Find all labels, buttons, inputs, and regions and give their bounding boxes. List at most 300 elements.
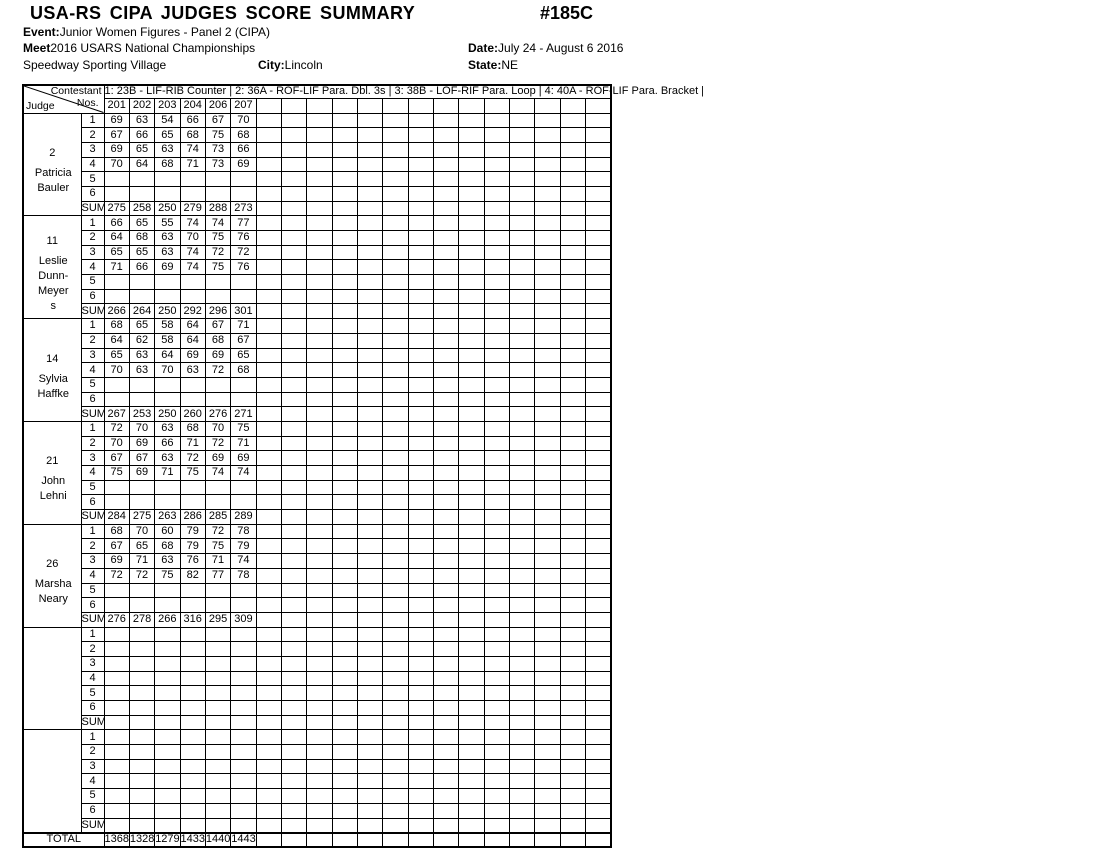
score-cell: 67 <box>129 451 154 466</box>
total-cell: 1443 <box>231 833 256 846</box>
sum-cell <box>408 304 433 319</box>
score-cell <box>357 759 382 774</box>
score-cell <box>307 451 332 466</box>
score-cell <box>433 730 458 745</box>
sum-cell <box>459 818 484 833</box>
score-cell <box>357 142 382 157</box>
score-cell <box>459 568 484 583</box>
score-cell <box>510 231 535 246</box>
sum-cell <box>560 304 585 319</box>
score-cell <box>205 186 230 201</box>
score-cell <box>307 216 332 231</box>
score-cell <box>332 745 357 760</box>
total-cell <box>256 833 281 847</box>
score-cell <box>535 789 560 804</box>
sum-cell <box>383 612 408 627</box>
sum-cell <box>484 818 509 833</box>
score-cell <box>459 803 484 818</box>
score-cell <box>383 745 408 760</box>
score-row <box>23 656 611 671</box>
score-cell: 65 <box>129 319 154 334</box>
score-cell <box>205 774 230 789</box>
score-row <box>23 627 611 642</box>
score-cell <box>484 451 509 466</box>
score-cell <box>205 377 230 392</box>
score-row <box>23 128 611 143</box>
score-row <box>23 363 611 378</box>
score-cell <box>357 656 382 671</box>
score-cell <box>256 598 281 613</box>
score-cell <box>560 363 585 378</box>
score-cell: 58 <box>155 319 180 334</box>
score-cell: 71 <box>104 260 129 275</box>
score-cell <box>459 319 484 334</box>
total-cell: 1368 <box>104 833 129 846</box>
score-cell <box>307 392 332 407</box>
score-cell <box>281 803 306 818</box>
score-cell <box>560 583 585 598</box>
score-cell <box>307 803 332 818</box>
score-cell <box>484 377 509 392</box>
sum-cell <box>307 201 332 216</box>
score-cell <box>510 627 535 642</box>
sum-cell <box>586 510 611 525</box>
score-cell <box>459 627 484 642</box>
score-cell <box>510 157 535 172</box>
score-cell <box>281 363 306 378</box>
judge-cell <box>23 730 81 833</box>
score-cell <box>104 774 129 789</box>
score-cell <box>332 231 357 246</box>
score-cell <box>560 128 585 143</box>
score-cell <box>256 231 281 246</box>
score-cell <box>484 701 509 716</box>
form-number: #185C <box>540 3 594 23</box>
score-cell: 63 <box>155 245 180 260</box>
score-cell <box>180 275 205 290</box>
score-cell <box>231 598 256 613</box>
score-cell <box>281 275 306 290</box>
score-cell: 65 <box>129 216 154 231</box>
score-cell <box>231 289 256 304</box>
score-cell <box>510 363 535 378</box>
sum-cell <box>281 510 306 525</box>
score-cell <box>256 730 281 745</box>
sum-cell <box>535 407 560 422</box>
row-label: 2 <box>81 642 104 657</box>
score-cell <box>408 627 433 642</box>
sum-cell <box>586 715 611 730</box>
score-cell <box>180 789 205 804</box>
score-cell <box>256 421 281 436</box>
score-cell <box>357 231 382 246</box>
sum-cell <box>129 818 154 833</box>
score-cell: 66 <box>155 436 180 451</box>
score-cell <box>307 642 332 657</box>
sum-cell <box>586 612 611 627</box>
score-cell <box>535 289 560 304</box>
score-cell <box>256 745 281 760</box>
score-cell <box>281 671 306 686</box>
score-cell <box>129 642 154 657</box>
score-cell: 63 <box>180 363 205 378</box>
score-cell <box>281 539 306 554</box>
score-cell <box>560 598 585 613</box>
sum-cell <box>180 715 205 730</box>
sum-cell <box>281 304 306 319</box>
score-cell <box>307 583 332 598</box>
score-cell <box>104 803 129 818</box>
sum-cell <box>180 818 205 833</box>
score-cell <box>535 436 560 451</box>
sum-cell <box>231 818 256 833</box>
score-cell <box>560 480 585 495</box>
score-cell <box>155 656 180 671</box>
score-cell <box>383 759 408 774</box>
score-cell <box>383 260 408 275</box>
score-cell <box>332 275 357 290</box>
judge-name-line: Haffke <box>37 387 70 400</box>
score-cell <box>281 260 306 275</box>
score-cell <box>281 495 306 510</box>
score-cell <box>586 436 611 451</box>
score-cell <box>459 363 484 378</box>
score-cell <box>408 216 433 231</box>
sum-cell: 275 <box>129 510 154 525</box>
score-cell <box>510 172 535 187</box>
score-cell <box>484 142 509 157</box>
sum-cell <box>586 407 611 422</box>
score-row <box>23 671 611 686</box>
sum-cell <box>205 715 230 730</box>
score-cell <box>104 289 129 304</box>
score-cell: 70 <box>180 231 205 246</box>
score-cell <box>129 686 154 701</box>
score-cell <box>560 436 585 451</box>
score-cell <box>383 730 408 745</box>
score-cell <box>510 333 535 348</box>
score-cell <box>256 333 281 348</box>
sum-cell <box>256 818 281 833</box>
score-cell <box>104 495 129 510</box>
sum-cell <box>459 612 484 627</box>
score-cell <box>332 568 357 583</box>
total-cell <box>484 833 509 847</box>
score-cell <box>560 774 585 789</box>
score-cell <box>281 583 306 598</box>
score-cell <box>357 128 382 143</box>
score-cell <box>586 392 611 407</box>
score-cell <box>357 554 382 569</box>
score-cell: 67 <box>231 333 256 348</box>
row-label: 6 <box>81 598 104 613</box>
score-cell <box>535 392 560 407</box>
sum-cell: 260 <box>180 407 205 422</box>
score-cell <box>560 348 585 363</box>
score-cell <box>281 627 306 642</box>
score-cell <box>104 186 129 201</box>
score-cell <box>586 583 611 598</box>
score-cell: 68 <box>180 128 205 143</box>
score-cell <box>535 466 560 481</box>
score-cell: 82 <box>180 568 205 583</box>
score-cell: 69 <box>231 157 256 172</box>
score-cell <box>484 539 509 554</box>
score-cell <box>205 730 230 745</box>
score-cell <box>104 656 129 671</box>
score-cell <box>281 480 306 495</box>
score-cell <box>560 554 585 569</box>
score-cell <box>231 627 256 642</box>
score-cell: 70 <box>205 421 230 436</box>
sum-row <box>23 407 611 422</box>
score-row <box>23 554 611 569</box>
score-cell: 71 <box>180 157 205 172</box>
score-cell <box>129 583 154 598</box>
score-cell: 69 <box>129 466 154 481</box>
score-cell <box>586 671 611 686</box>
score-cell <box>256 216 281 231</box>
score-cell <box>433 789 458 804</box>
score-cell <box>307 701 332 716</box>
score-cell: 63 <box>155 231 180 246</box>
score-cell: 78 <box>231 568 256 583</box>
score-cell <box>256 656 281 671</box>
score-cell <box>180 598 205 613</box>
score-cell <box>560 539 585 554</box>
sum-cell <box>281 201 306 216</box>
score-cell <box>459 583 484 598</box>
sum-cell <box>433 612 458 627</box>
score-cell <box>484 627 509 642</box>
score-cell: 74 <box>180 260 205 275</box>
sum-cell <box>560 201 585 216</box>
score-row <box>23 348 611 363</box>
score-cell <box>256 319 281 334</box>
sum-cell <box>433 510 458 525</box>
score-cell <box>332 524 357 539</box>
score-cell <box>281 642 306 657</box>
total-row <box>23 833 611 847</box>
score-cell <box>510 436 535 451</box>
score-cell <box>281 568 306 583</box>
score-row <box>23 480 611 495</box>
sum-cell <box>104 818 129 833</box>
score-cell <box>357 583 382 598</box>
score-cell <box>383 701 408 716</box>
sum-cell <box>256 510 281 525</box>
score-cell <box>408 803 433 818</box>
score-row <box>23 333 611 348</box>
score-cell <box>459 466 484 481</box>
score-cell <box>383 421 408 436</box>
score-cell <box>155 745 180 760</box>
score-cell <box>205 803 230 818</box>
contestant-number <box>256 98 281 113</box>
score-cell <box>586 745 611 760</box>
score-cell <box>155 598 180 613</box>
row-label: 4 <box>81 774 104 789</box>
score-cell <box>459 113 484 128</box>
score-cell <box>205 289 230 304</box>
date-label: Date: <box>468 41 499 55</box>
score-cell <box>357 319 382 334</box>
score-row <box>23 524 611 539</box>
score-cell <box>307 686 332 701</box>
score-cell <box>104 377 129 392</box>
judge-cell <box>23 524 81 627</box>
score-cell <box>535 642 560 657</box>
score-cell <box>205 656 230 671</box>
score-cell <box>281 245 306 260</box>
sum-cell <box>535 201 560 216</box>
score-cell <box>332 216 357 231</box>
score-cell <box>433 333 458 348</box>
score-cell <box>459 231 484 246</box>
judge-name <box>24 166 81 196</box>
score-cell: 64 <box>129 157 154 172</box>
sum-cell <box>256 407 281 422</box>
judge-cell <box>23 627 81 730</box>
score-cell <box>459 539 484 554</box>
score-cell <box>433 539 458 554</box>
state-label: State: <box>468 58 502 72</box>
score-cell <box>180 686 205 701</box>
score-cell <box>307 436 332 451</box>
score-cell <box>560 759 585 774</box>
row-label: 2 <box>81 745 104 760</box>
score-cell <box>357 172 382 187</box>
score-cell <box>180 774 205 789</box>
score-cell <box>104 789 129 804</box>
score-cell <box>231 686 256 701</box>
judge-name-line: Dunn-Meyer <box>37 269 69 297</box>
sum-cell <box>459 510 484 525</box>
score-cell <box>180 392 205 407</box>
score-cell <box>510 598 535 613</box>
score-cell <box>510 377 535 392</box>
score-cell <box>408 421 433 436</box>
score-cell <box>180 186 205 201</box>
score-cell <box>332 128 357 143</box>
score-cell <box>484 583 509 598</box>
score-cell <box>205 627 230 642</box>
score-cell <box>383 128 408 143</box>
score-cell <box>459 421 484 436</box>
score-cell <box>560 730 585 745</box>
score-cell <box>433 436 458 451</box>
score-cell <box>256 245 281 260</box>
score-cell: 74 <box>231 466 256 481</box>
total-cell <box>433 833 458 847</box>
score-cell <box>535 598 560 613</box>
score-cell <box>560 495 585 510</box>
score-cell <box>205 759 230 774</box>
sum-cell <box>510 818 535 833</box>
sum-cell: 253 <box>129 407 154 422</box>
score-cell <box>180 480 205 495</box>
score-row <box>23 686 611 701</box>
score-cell <box>256 113 281 128</box>
sum-cell <box>357 201 382 216</box>
score-cell: 77 <box>231 216 256 231</box>
score-cell <box>357 157 382 172</box>
score-cell <box>535 363 560 378</box>
score-cell <box>383 495 408 510</box>
total-cell <box>332 833 357 847</box>
row-label: 3 <box>81 245 104 260</box>
score-cell <box>180 656 205 671</box>
score-cell <box>129 730 154 745</box>
score-row <box>23 377 611 392</box>
score-cell <box>586 289 611 304</box>
score-cell <box>535 495 560 510</box>
score-cell <box>281 216 306 231</box>
score-cell <box>433 701 458 716</box>
score-cell <box>560 245 585 260</box>
score-cell <box>560 216 585 231</box>
total-label: TOTAL <box>23 833 104 847</box>
sum-cell <box>510 715 535 730</box>
score-cell <box>484 730 509 745</box>
sum-cell <box>256 715 281 730</box>
sum-cell <box>560 715 585 730</box>
score-cell <box>535 568 560 583</box>
score-cell: 54 <box>155 113 180 128</box>
score-cell <box>560 568 585 583</box>
score-row <box>23 759 611 774</box>
score-cell <box>307 231 332 246</box>
score-cell <box>408 319 433 334</box>
score-cell <box>510 539 535 554</box>
row-label: 4 <box>81 363 104 378</box>
score-cell <box>408 480 433 495</box>
score-cell: 70 <box>155 363 180 378</box>
score-cell <box>129 598 154 613</box>
event-label: Event: <box>23 25 60 39</box>
score-cell <box>357 774 382 789</box>
sum-cell: 285 <box>205 510 230 525</box>
score-cell <box>281 392 306 407</box>
score-cell <box>510 392 535 407</box>
score-cell <box>484 289 509 304</box>
score-cell <box>510 289 535 304</box>
score-cell <box>459 495 484 510</box>
score-cell: 67 <box>104 539 129 554</box>
score-cell: 75 <box>155 568 180 583</box>
score-cell <box>586 319 611 334</box>
score-cell <box>535 480 560 495</box>
score-cell <box>510 554 535 569</box>
score-cell <box>383 377 408 392</box>
score-cell <box>560 186 585 201</box>
judge-name-line: s <box>50 299 56 312</box>
score-cell <box>357 245 382 260</box>
score-cell: 66 <box>180 113 205 128</box>
score-row <box>23 745 611 760</box>
score-cell <box>535 231 560 246</box>
contestant-numbers-row <box>23 98 611 113</box>
score-cell <box>535 128 560 143</box>
score-cell <box>281 774 306 789</box>
city-value: Lincoln <box>284 58 323 72</box>
score-cell <box>510 128 535 143</box>
score-cell <box>535 759 560 774</box>
score-cell <box>408 436 433 451</box>
score-cell <box>560 377 585 392</box>
score-cell <box>459 730 484 745</box>
score-cell <box>586 245 611 260</box>
